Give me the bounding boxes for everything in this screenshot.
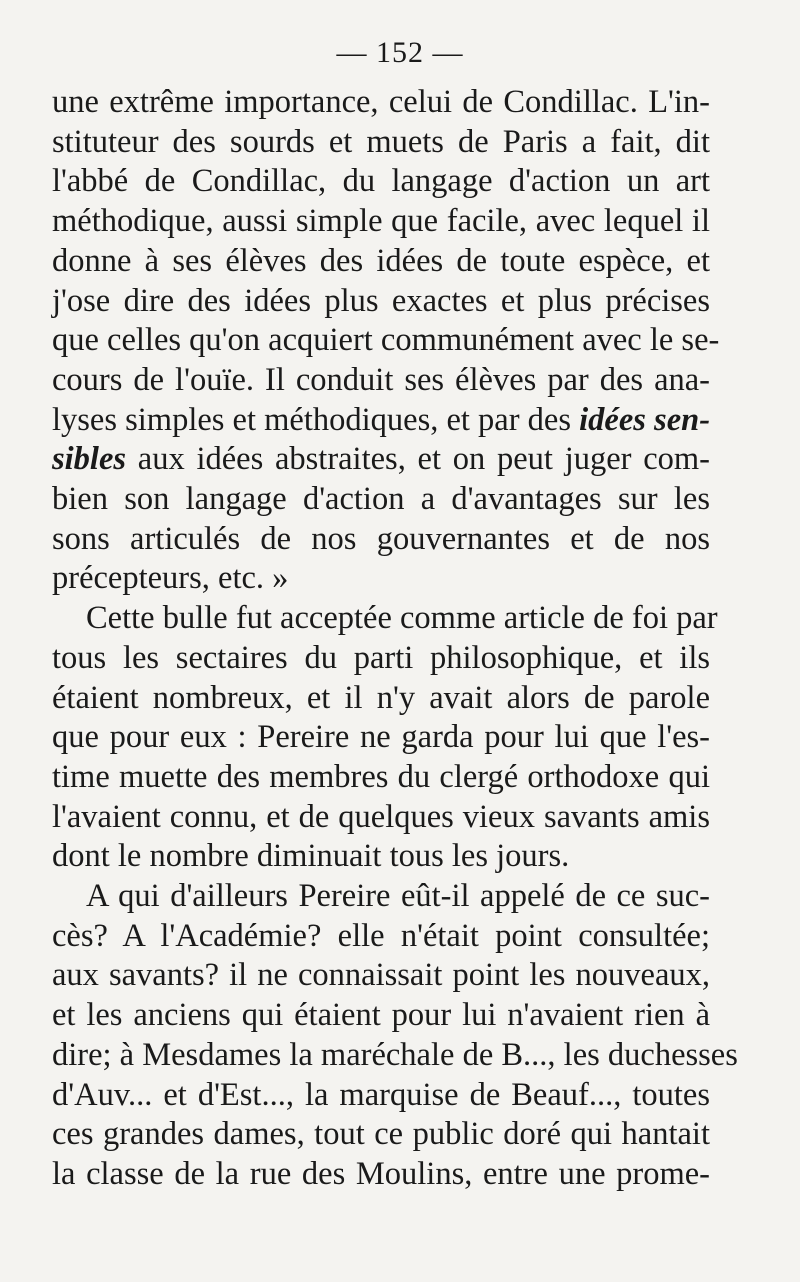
text-line: ces grandes dames, tout ce public doré qui hantait	[52, 1116, 710, 1153]
text-line: d'Auv... et d'Est..., la marquise de Beauf..., toutes	[52, 1076, 710, 1113]
text-segment: lyses simples et méthodiques, et par des	[52, 401, 580, 438]
text-line: aux savants? il ne connaissait point les nouveaux,	[52, 957, 710, 994]
text-line: time muette des membres du clergé orthodoxe qui	[52, 758, 710, 795]
text-line: dire; à Mesdames la maréchale de B..., les duchesses	[52, 1036, 738, 1073]
text-line: Cette bulle fut acceptée comme article de foi par	[86, 600, 718, 637]
text-line: sons articulés de nos gouvernantes et de nos	[52, 520, 710, 557]
text-line	[52, 400, 710, 440]
text-line: A qui d'ailleurs Pereire eût-il appelé de ce suc-	[86, 878, 710, 914]
text-line: méthodique, aussi simple que facile, avec lequel il	[52, 203, 710, 240]
text-line: précepteurs, etc. »	[52, 560, 289, 597]
text-segment: aux idées abstraites, et on peut juger com-	[126, 441, 710, 478]
italic-phrase: sibles	[52, 441, 127, 478]
page-number: — 152 —	[336, 36, 464, 69]
text-line: que pour eux : Pereire ne garda pour lui que l'es-	[52, 719, 710, 756]
text-line: cès? A l'Académie? elle n'était point consultée;	[52, 917, 710, 954]
text-line: étaient nombreux, et il n'y avait alors de parole	[52, 679, 710, 716]
text-line: stituteur des sourds et muets de Paris a fait, dit	[52, 123, 710, 160]
text-line: une extrême importance, celui de Condillac. L'in-	[52, 84, 710, 120]
text-line: tous les sectaires du parti philosophique, et ils	[52, 639, 710, 676]
italic-phrase: idées sen-	[579, 401, 711, 438]
text-line: l'abbé de Condillac, du langage d'action un art	[52, 163, 710, 200]
text-line	[52, 439, 710, 479]
text-line: que celles qu'on acquiert communément avec le se-	[52, 322, 720, 359]
text-line: j'ose dire des idées plus exactes et plus précises	[52, 282, 710, 319]
text-line: dont le nombre diminuait tous les jours.	[52, 838, 570, 875]
text-line: et les anciens qui étaient pour lui n'avaient rien à	[52, 997, 710, 1034]
text-line: cours de l'ouïe. Il conduit ses élèves par des ana-	[52, 361, 710, 398]
text-line: bien son langage d'action a d'avantages sur les	[52, 481, 710, 517]
text-line: la classe de la rue des Moulins, entre une prome-	[52, 1155, 710, 1192]
text-line: donne à ses élèves des idées de toute espèce, et	[52, 242, 710, 279]
text-line: l'avaient connu, et de quelques vieux savants amis	[52, 798, 710, 835]
